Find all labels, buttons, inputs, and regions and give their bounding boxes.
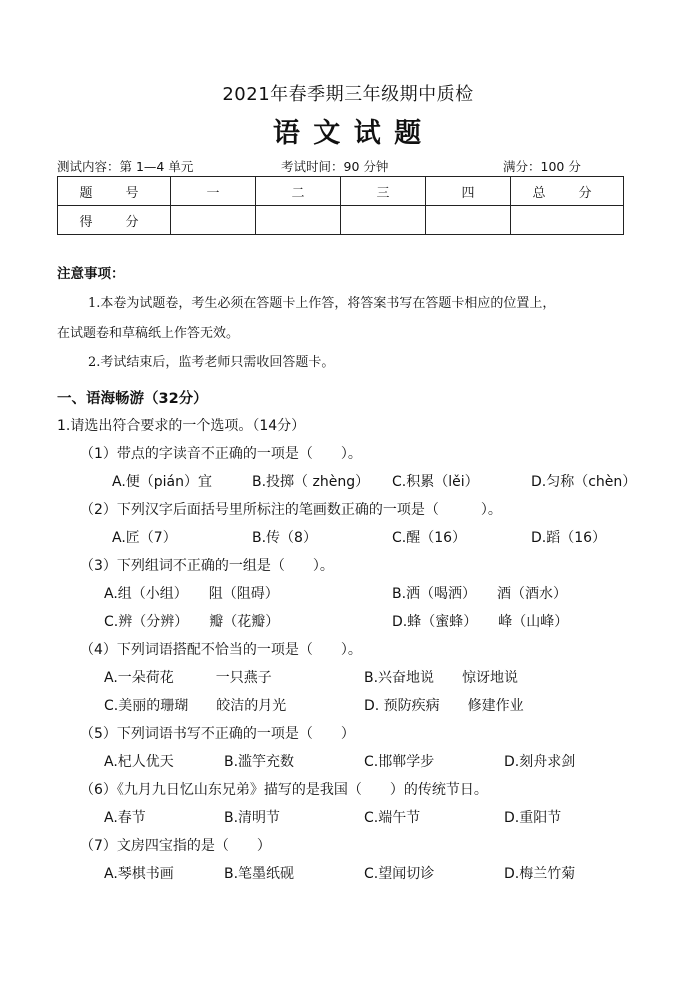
section-heading: 一、语海畅游（32分） bbox=[57, 391, 208, 407]
notice-heading: 注意事项： bbox=[57, 266, 125, 282]
option: C.邯郸学步 bbox=[364, 754, 435, 770]
question-stem: 1.请选出符合要求的一个选项。（14分） bbox=[57, 418, 306, 434]
score-table bbox=[57, 176, 624, 235]
option: B.笔墨纸砚 bbox=[224, 866, 295, 882]
score-table-cell: 二 bbox=[256, 177, 341, 206]
option: B.清明节 bbox=[224, 810, 281, 826]
option: D. 预防疾病 修建作业 bbox=[364, 698, 524, 714]
option: B.投掷（ zhèng） bbox=[252, 474, 370, 490]
sub-question-stem: （1）带点的字读音不正确的一项是（ ）。 bbox=[80, 446, 362, 462]
notice-line: 1.本卷为试题卷，考生必须在答题卡上作答，将答案书写在答题卡相应的位置上， bbox=[88, 296, 556, 311]
option: B.洒（喝洒） 酒（酒水） bbox=[392, 586, 568, 602]
score-input-cell[interactable] bbox=[171, 206, 256, 235]
option: D.蜂（蜜蜂） 峰（山峰） bbox=[392, 614, 569, 630]
sub-question-stem: （4）下列词语搭配不恰当的一项是（ ）。 bbox=[80, 642, 362, 658]
score-table-header-row bbox=[58, 177, 624, 206]
option: D.匀称（chèn） bbox=[531, 474, 637, 490]
option: A.春节 bbox=[104, 810, 146, 826]
full-score: 满分：100 分 bbox=[503, 159, 581, 174]
option: C.醒（16） bbox=[392, 530, 467, 546]
notice-line: 2.考试结束后，监考老师只需收回答题卡。 bbox=[88, 355, 335, 370]
option: B.传（8） bbox=[252, 530, 317, 546]
score-table-cell: 总 分 bbox=[511, 177, 624, 206]
option: C.辨（分辨） 瓣（花瓣） bbox=[104, 614, 280, 630]
score-table-cell: 三 bbox=[341, 177, 426, 206]
option: C.端午节 bbox=[364, 810, 421, 826]
subject-title: 语 文 试 题 bbox=[272, 118, 424, 149]
option: B.兴奋地说 惊讶地说 bbox=[364, 670, 519, 686]
notice-line: 在试题卷和草稿纸上作答无效。 bbox=[57, 326, 240, 341]
score-table-cell: 一 bbox=[171, 177, 256, 206]
test-time: 考试时间：90 分钟 bbox=[281, 159, 389, 174]
score-input-cell[interactable] bbox=[256, 206, 341, 235]
option: B.滥竽充数 bbox=[224, 754, 295, 770]
option: A.一朵荷花 一只燕子 bbox=[104, 670, 272, 686]
option: D.刻舟求剑 bbox=[504, 754, 576, 770]
sub-question-stem: （3）下列组词不正确的一组是（ ）。 bbox=[80, 558, 334, 574]
sub-question-stem: （5）下列词语书写不正确的一项是（ ） bbox=[80, 726, 355, 742]
option: A.组（小组） 阻（阻碍） bbox=[104, 586, 279, 602]
option: A.琴棋书画 bbox=[104, 866, 174, 882]
option: A.便（pián）宜 bbox=[112, 474, 213, 490]
option: D.蹈（16） bbox=[531, 530, 607, 546]
score-input-cell[interactable] bbox=[341, 206, 426, 235]
option: D.梅兰竹菊 bbox=[504, 866, 576, 882]
score-table-cell: 四 bbox=[426, 177, 511, 206]
sub-question-stem: （6）《九月九日忆山东兄弟》描写的是我国（ ）的传统节日。 bbox=[80, 782, 488, 798]
score-input-cell[interactable] bbox=[511, 206, 624, 235]
option: C.望闻切诊 bbox=[364, 866, 435, 882]
option: A.匠（7） bbox=[112, 530, 177, 546]
score-table-score-row bbox=[58, 206, 624, 235]
option: C.美丽的珊瑚 皎洁的月光 bbox=[104, 698, 287, 714]
score-table-cell: 得 分 bbox=[58, 206, 171, 235]
option: D.重阳节 bbox=[504, 810, 562, 826]
exam-title: 2021年春季期三年级期中质检 bbox=[222, 84, 474, 105]
score-table-cell: 题 号 bbox=[58, 177, 171, 206]
sub-question-stem: （7）文房四宝指的是（ ） bbox=[80, 838, 271, 854]
sub-question-stem: （2）下列汉字后面括号里所标注的笔画数正确的一项是（ ）。 bbox=[80, 502, 502, 518]
score-input-cell[interactable] bbox=[426, 206, 511, 235]
option: C.积累（lěi） bbox=[392, 474, 479, 490]
test-scope: 测试内容：第 1—4 单元 bbox=[57, 159, 194, 174]
option: A.杞人优天 bbox=[104, 754, 174, 770]
